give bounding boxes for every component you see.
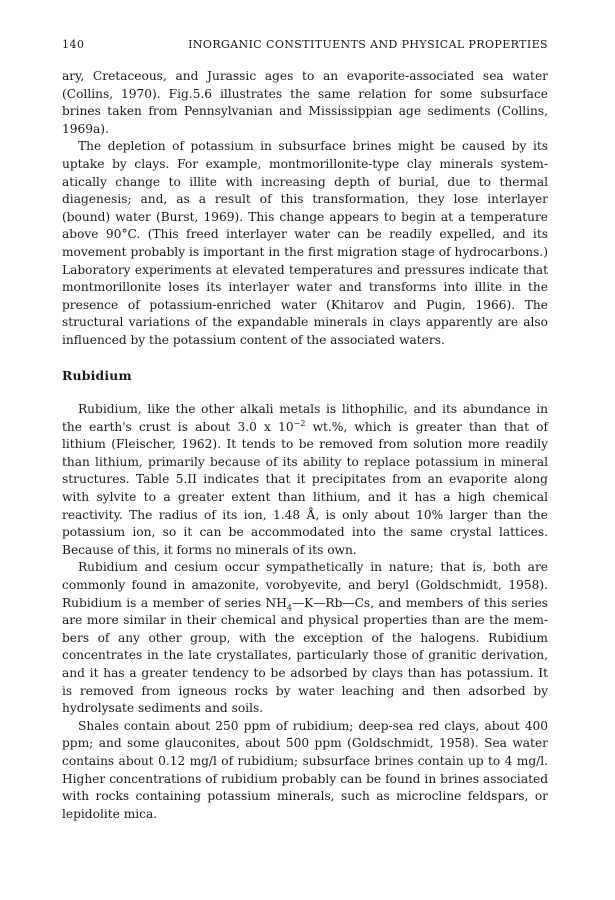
- text-run: —K—Rb—Cs, and members of this series are more similar in their chemical and physical properties than are the members of any other group, with the exception of the halogens. Rubidium concentrates in the late crystallates, particularly those of granitic derivation, and it has a greater tendency to be adsorbed by clays than has potassium. It is removed from igneous rocks by water leaching and then adsorbed by hydrolysate sediments and soils.: [62, 595, 548, 716]
- paragraph: [62, 559, 548, 717]
- section-heading: Rubidium: [62, 367, 132, 383]
- page: [62, 38, 548, 823]
- superscript: −2: [293, 418, 306, 428]
- text-run: wt.%, which is greater than that of lithium (Fleischer, 1962). It tends to be removed from solution more readily than lithium, primarily because of its ability to replace potassium in mineral structures. Table 5.II indicates that it precipitates from an evaporite along with sylvite to a greater extent than lithium, and it has a high chemical reactivity. The radius of its ion, 1.48 Å, is only about 10% larger than the potassium ion, so it can be accommodated into the same crystal lattices. Because of this, it forms no minerals of its own.: [62, 419, 548, 557]
- text-run: Rubidium, like the other alkali metals is lithophilic, and its abundance in the earth's crust is about 3.0 x 10: [62, 402, 548, 434]
- paragraph: [62, 401, 548, 559]
- subscript: 4: [286, 603, 292, 613]
- paragraph: Shales contain about 250 ppm of rubidium; deep-sea red clays, about 400 ppm; and some glauconites, about 500 ppm (Goldschmidt, 1958). Sea water contains about 0.12 mg/l of rubidium; subsurface brines contain up to 4 mg/l. Higher concentrations of rubidium probably can be found in brines associated with rocks containing potassium minerals, such as microcline feldspars, or lepidolite mica.: [62, 718, 548, 821]
- running-head: [62, 38, 548, 51]
- body-text: [62, 68, 548, 823]
- paragraph: ary, Cretaceous, and Jurassic ages to an evaporite-associated sea water (Collins, 1970). Fig.5.6 illustrates the same relation for some subsurface brines taken from Pennsylvanian and Mississippian age sediments (Collins, 1969a).: [62, 69, 548, 136]
- text-run: Rubidium and cesium occur sympathetically in nature; that is, both are commonly found in amazonite, vorobyevite, and beryl (Goldschmidt, 1958). Rubidium is a member of series NH: [62, 560, 548, 610]
- paragraph: The depletion of potassium in subsurface brines might be caused by its uptake by clays. For example, montmorillonite-type clay minerals systematically change to illite with increasing depth of burial, due to thermal diagenesis; and, as a result of this transformation, they lose interlayer (bound) water (Burst, 1969). This change appears to begin at a temperature above 90°C. (This freed interlayer water can be readily expelled, and its movement probably is important in the first migration stage of hydrocarbons.) Laboratory experiments at elevated temperatures and pressures indicate that montmorillonite loses its interlayer water and transforms into illite in the presence of potassium-enriched water (Khitarov and Pugin, 1966). The structural variations of the expandable minerals in clays apparently are also influenced by the potassium content of the associated waters.: [62, 139, 548, 347]
- page-number: 140: [62, 38, 85, 51]
- running-title: INORGANIC CONSTITUENTS AND PHYSICAL PROPERTIES: [188, 38, 548, 51]
